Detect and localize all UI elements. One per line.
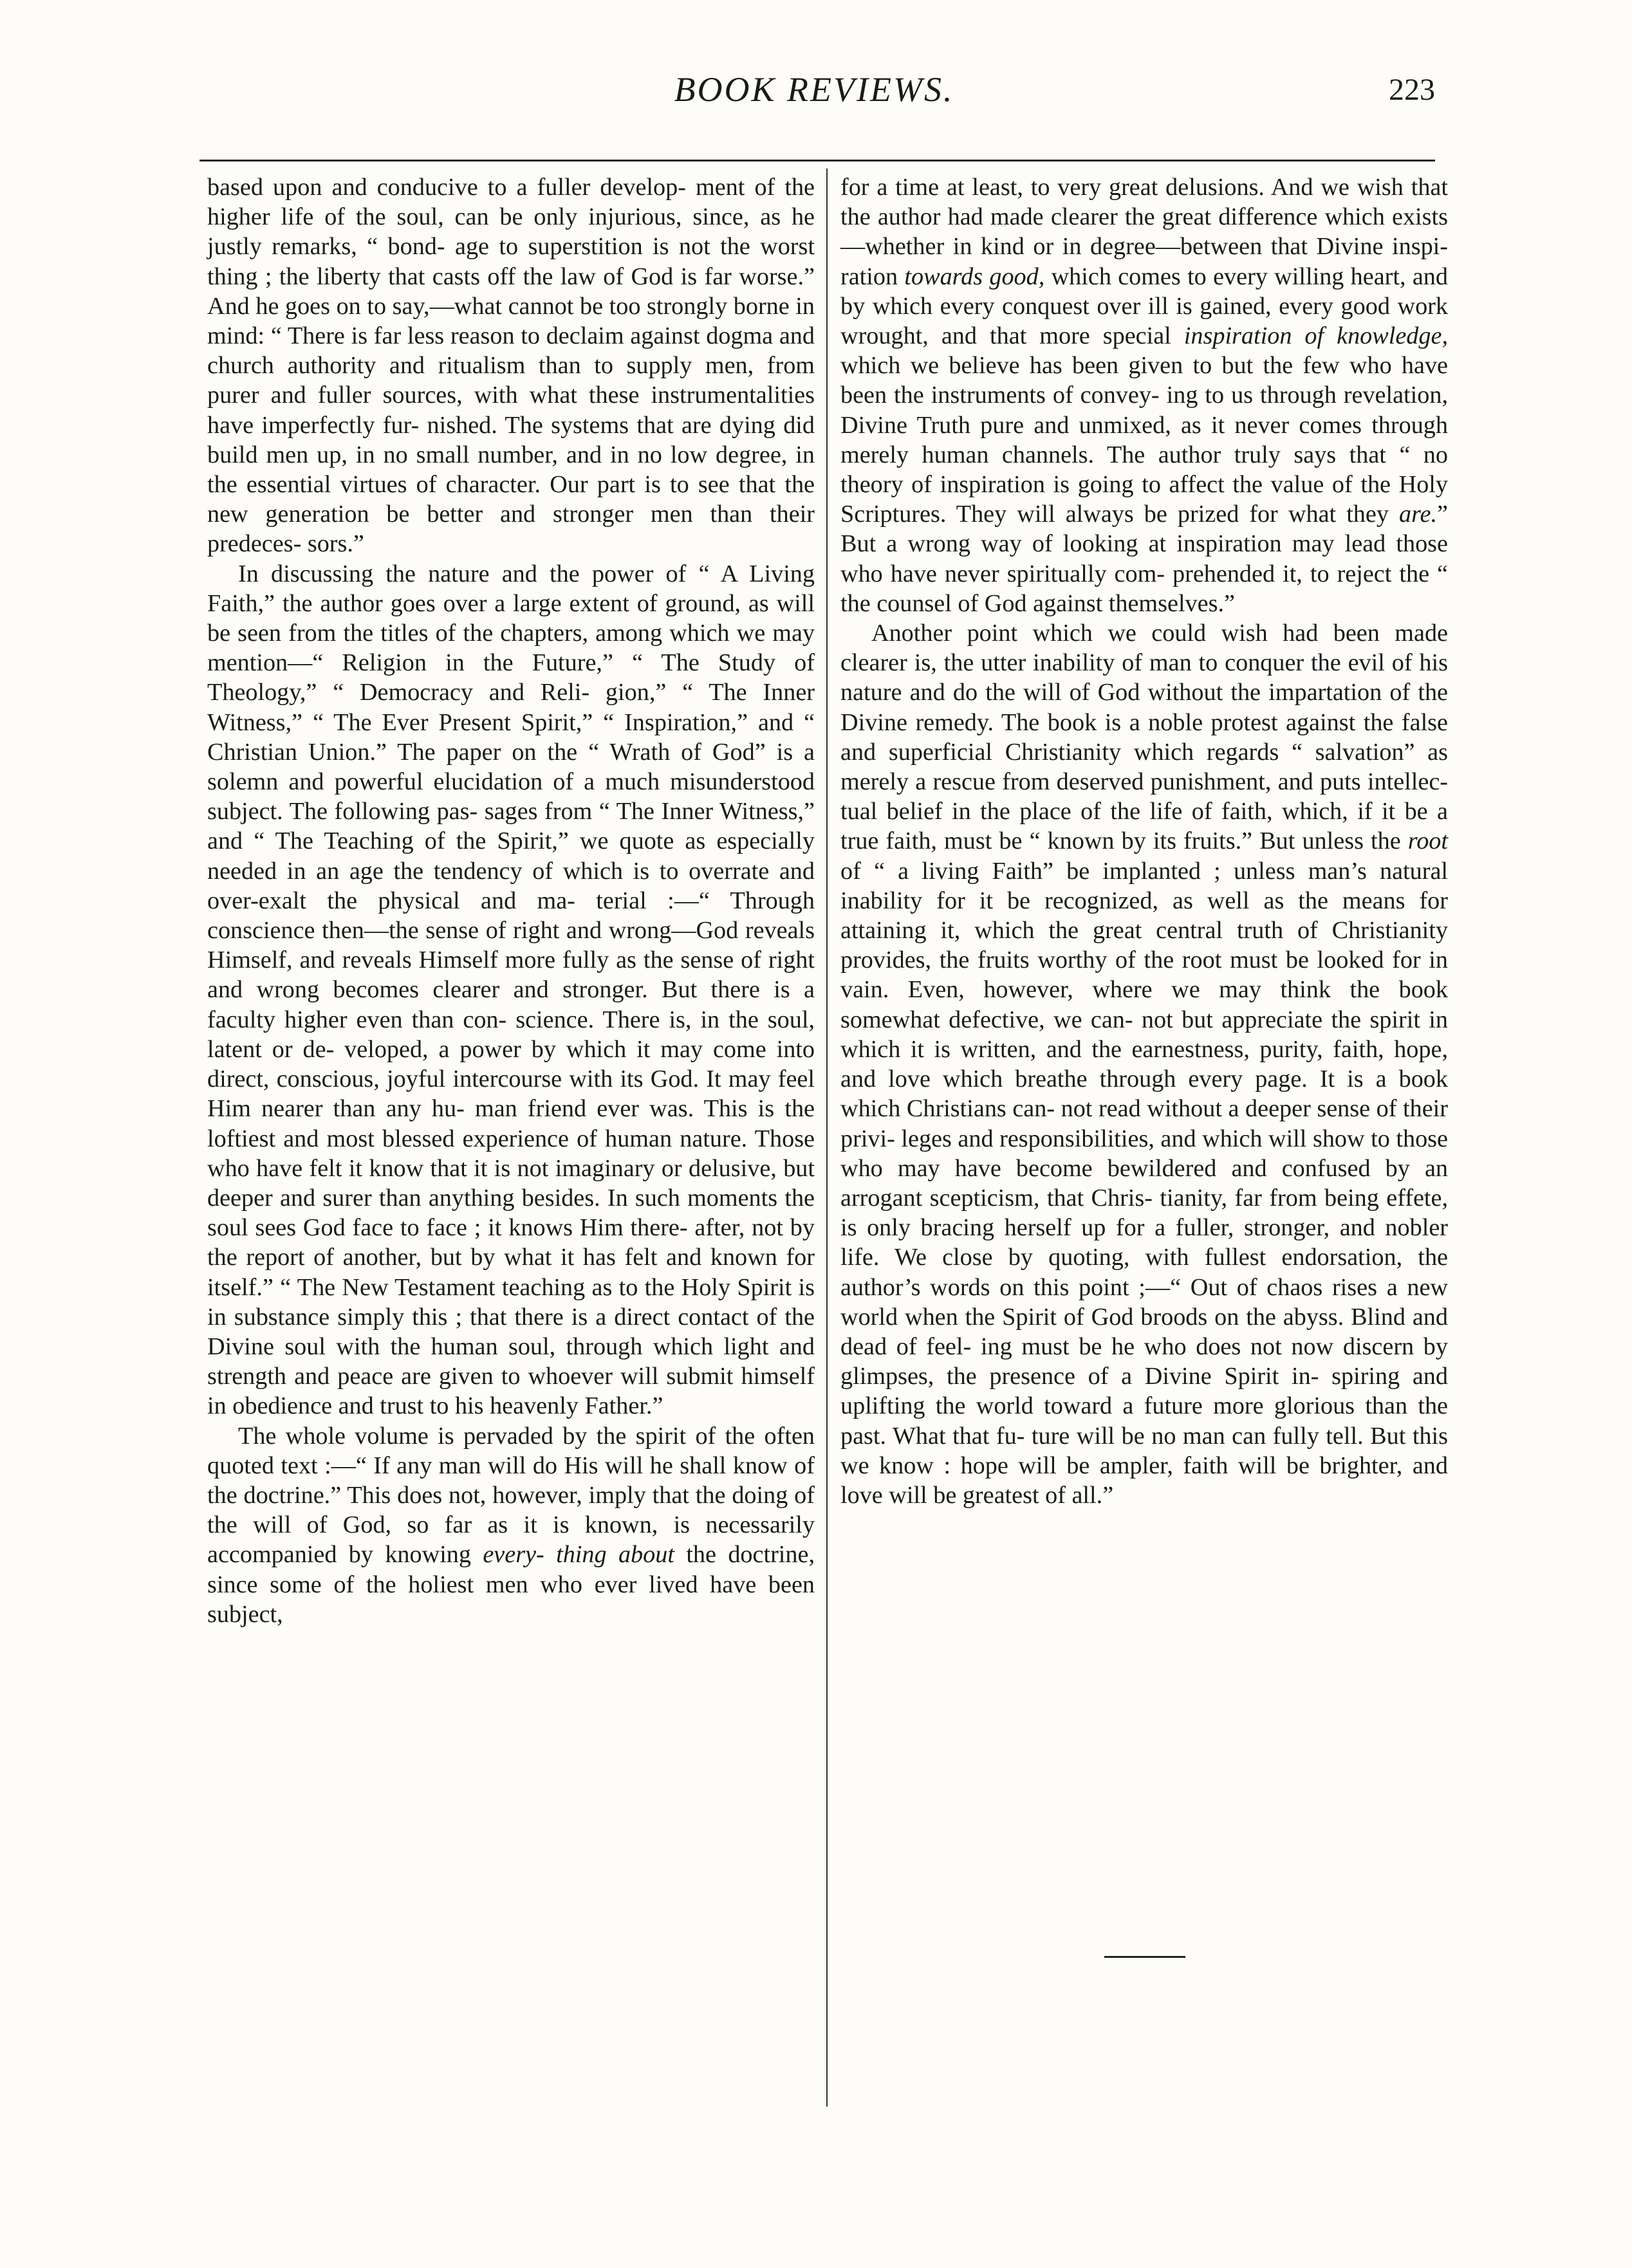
left-p3-italic: every- thing about xyxy=(483,1541,674,1569)
column-divider xyxy=(826,169,828,2107)
left-p3-text-end: the doctrine, since some of the holiest men who ever lived have been subject, xyxy=(207,1541,815,1628)
left-paragraph-2: In discussing the nature and the power of “ A Living Faith,” the author goes over a large extent of ground, as will be seen from the titles of the chapters, among which we may mention—“ Religion in the Future,” “ The Study of Theology,” “ Democracy and Reli- gion,” “ The Inner Witness,” “ The Ever Present Spirit,” “ Inspiration,” and “ Christian Union.” The paper on the “ Wrath of God” is a solemn and powerful elucidation of a much misunderstood subject. The following pas- sages from “ The Inner Witness,” and “ The Teaching of the Spirit,” we quote as especially needed in an age the tendency of which is to overrate and over-exalt the physical and ma- terial :—“ Through conscience then—the sense of right and wrong—God reveals Himself, and reveals Himself more fully as the sense of right and wrong becomes clearer and stronger. But there is a faculty higher even than con- science. There is, in the soul, latent or de- veloped, a power by which it may come into direct, conscious, joyful intercourse with its God. It may feel Him nearer than any hu- man friend ever was. This is the loftiest and most blessed experience of human nature. Those who have felt it know that it is not imaginary or delusive, but deeper and surer than anything besides. In such moments the soul sees God face to face ; it knows Him there- after, not by the report of another, but by what it has felt and known for itself.” “ The New Testament teaching as to the Holy Spirit is in substance simply this ; that there is a direct contact of the Divine soul with the human soul, through which light and strength and peace are given to whoever will submit himself in obedience and trust to his heavenly Father.” xyxy=(207,560,815,1420)
end-rule xyxy=(1104,1956,1185,1958)
left-paragraph-3 xyxy=(207,1421,815,1629)
right-p1-text-c: which we believe has been given to but the few who have been the instruments of convey- ing to us through revelation, Divine Truth pure and unmixed, as it never comes through merely human channels. The author truly says that “ no theory of inspiration is going to affect the value of the Holy Scriptures. They will always be prized for what they xyxy=(840,352,1448,528)
right-p1-text-b: which comes to every willing heart, and by which every conquest over ill is gained, every good work wrought, and that more special xyxy=(840,263,1448,350)
right-paragraph-1 xyxy=(840,172,1448,618)
right-p1-text-d: ” But a wrong way of looking at inspiration may lead those who have never spiritually com- prehended it, to reject the “ the counsel of God against themselves.” xyxy=(840,501,1448,617)
page-header xyxy=(193,69,1435,147)
page-number: 223 xyxy=(1389,73,1435,107)
right-p1-italic-3: are. xyxy=(1399,501,1438,528)
running-title: BOOK REVIEWS. xyxy=(674,70,954,109)
right-column xyxy=(840,172,1448,1510)
header-rule xyxy=(199,160,1435,161)
right-p1-text-a: for a time at least, to very great delusions. And we wish that the author had made clearer the great difference which exists—whether in kind or in degree—between that Divine inspi- ration xyxy=(840,174,1448,290)
right-p1-italic-1: towards good, xyxy=(904,263,1045,290)
right-p2-text-a: Another point which we could wish had been made clearer is, the utter inability of man to conquer the evil of his nature and do the will of God without the impartation of the Divine remedy. The book is a noble protest against the false and superficial Christianity which regards “ salvation” as merely a rescue from deserved punishment, and puts intellec- tual belief in the place of the life of faith, which, if it be a true faith, must be “ known by its fruits.” But unless the xyxy=(840,620,1448,855)
right-p1-italic-2: inspiration of knowledge, xyxy=(1183,322,1448,350)
right-paragraph-2 xyxy=(840,618,1448,1510)
right-p2-italic: root xyxy=(1407,827,1448,855)
left-column xyxy=(207,172,815,1629)
right-p2-text-b: of “ a living Faith” be implanted ; unless man’s natural inability for it be recognized, as well as the means for attaining it, which the great central truth of Christianity provides, the fruits worthy of the root must be looked for in vain. Even, however, where we may think the book somewhat defective, we can- not but appreciate the spirit in which it is written, and the earnestness, purity, faith, hope, and love which breathe through every page. It is a book which Christians can- not read without a deeper sense of their privi- leges and responsibilities, and which will show to those who may have become bewildered and confused by an arrogant scepticism, that Chris- tianity, far from being effete, is only bracing herself up for a fuller, stronger, and nobler life. We close by quoting, with fullest endorsation, the author’s words on this point ;—“ Out of chaos rises a new world when the Spirit of God broods on the abyss. Blind and dead of feel- ing must be he who does not now discern by glimpses, the presence of a Divine Spirit in- spiring and uplifting the world toward a future more glorious than the past. What that fu- ture will be no man can fully tell. But this we know : hope will be ampler, faith will be brighter, and love will be greatest of all.” xyxy=(840,857,1448,1509)
left-p3-text-start: The whole volume is pervaded by the spirit of the often quoted text :—“ If any man will do His will he shall know of the doctrine.” This does not, however, imply that the doing of the will of God, so far as it is known, is necessarily accompanied by knowing xyxy=(207,1422,815,1569)
left-paragraph-1: based upon and conducive to a fuller develop- ment of the higher life of the soul, can be only injurious, since, as he justly remarks, “ bond- age to superstition is not the worst thing ; the liberty that casts off the law of God is far worse.” And he goes on to say,—what cannot be too strongly borne in mind: “ There is far less reason to declaim against dogma and church authority and ritualism than to supply men, from purer and fuller sources, with what these instrumentalities have imperfectly fur- nished. The systems that are dying did build men up, in no small number, and in no low degree, in the essential virtues of character. Our part is to see that the new generation be better and stronger men than their predeces- sors.” xyxy=(207,174,815,558)
